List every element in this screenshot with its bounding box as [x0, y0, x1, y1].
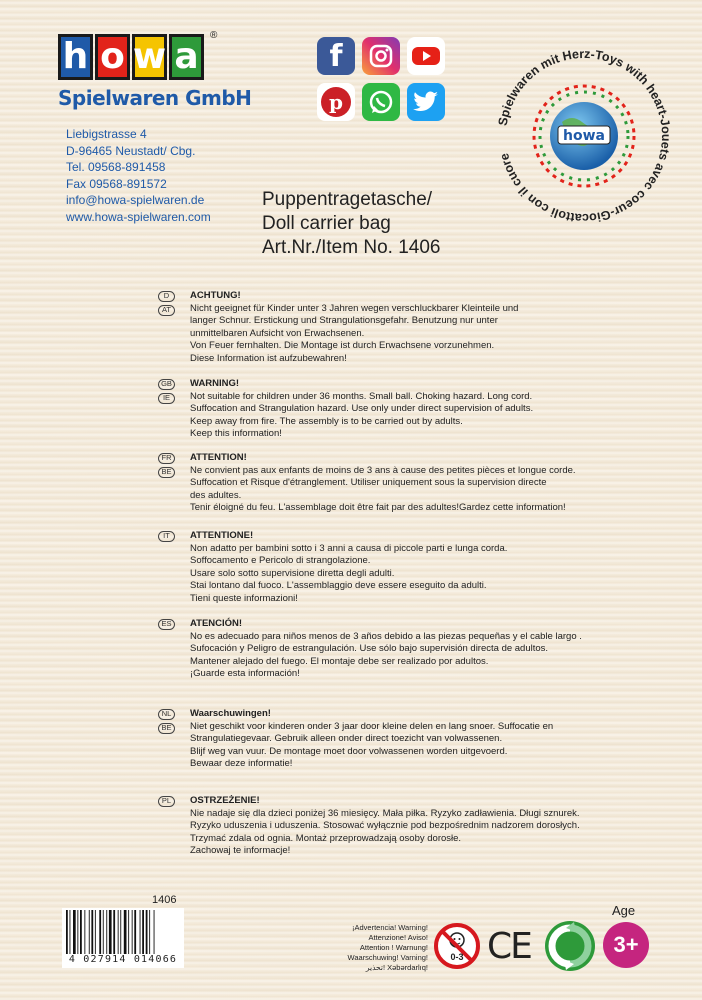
country-code-badge: BE: [158, 467, 175, 478]
warning-line: Usare solo sotto supervisione diretta degli adulti.: [190, 567, 395, 579]
warning-section: [158, 290, 598, 366]
warning-line: Tieni queste informazioni!: [190, 592, 298, 604]
barcode-digits: 4 027914 014066: [62, 954, 184, 965]
product-title: [262, 188, 440, 260]
not-for-under-3-icon: [433, 922, 481, 970]
warning-body: [190, 391, 598, 441]
warning-body: [190, 631, 598, 681]
warning-line: Diese Information ist aufzubewahren!: [190, 352, 347, 364]
address-fax: Fax 09568-891572: [66, 176, 167, 191]
logo-letter-h: h: [58, 34, 93, 80]
country-code-badge: BE: [158, 723, 175, 734]
warning-body: [190, 721, 598, 771]
warning-line: des adultes.: [190, 489, 242, 501]
country-code-badge: IE: [158, 393, 175, 404]
barcode-bars: [62, 908, 184, 954]
warning-section: [158, 618, 598, 681]
address-web[interactable]: www.howa-spielwaren.com: [66, 209, 211, 224]
warning-heading: ATTENTION!: [190, 452, 247, 463]
warn-label: Attenzione! Aviso!: [368, 933, 428, 942]
warning-line: Blijf weg van vuur. De montage moet door volwassenen worden uitgevoerd.: [190, 745, 508, 757]
warning-line: Stai lontano dal fuoco. L'assemblaggio deve essere eseguito da adulti.: [190, 580, 487, 592]
warn-label: Attention ! Warnung!: [359, 943, 428, 952]
warning-line: Tenir éloigné du feu. L'assemblage doit être fait par des adultes!Gardez cette information!: [190, 502, 566, 514]
warning-heading: ATTENTIONE!: [190, 530, 254, 541]
warning-line: Ryzyko uduszenia i uduszenia. Stosować wyłącznie pod bezpośrednim nadzorem dorosłych.: [190, 820, 580, 832]
title-item-number: Art.Nr./Item No. 1406: [262, 237, 441, 258]
instagram-icon[interactable]: [362, 37, 400, 75]
warning-line: Suffocation and Strangulation hazard. Use only under direct supervision of adults.: [190, 403, 534, 415]
warning-section: [158, 708, 598, 771]
warning-line: Non adatto per bambini sotto i 3 anni a causa di piccole parti e lunga corda.: [190, 542, 508, 554]
address-street: Liebigstrasse 4: [66, 127, 147, 141]
barcode: [62, 894, 184, 968]
warning-line: Nicht geeignet für Kinder unter 3 Jahren wegen verschluckbarer Kleinteile und: [190, 302, 519, 314]
warning-line: ¡Guarde esta información!: [190, 668, 300, 680]
warning-line: Bewaar deze informatie!: [190, 758, 293, 770]
youtube-icon[interactable]: [407, 37, 445, 75]
warning-line: No es adecuado para niños menos de 3 años debido a las piezas pequeñas y el cable largo .: [190, 630, 582, 642]
warning-heading: ACHTUNG!: [190, 290, 241, 301]
green-dot-recycling-icon: [544, 920, 596, 972]
warning-body: [190, 465, 598, 515]
ce-mark-icon: CE: [487, 926, 531, 967]
logo-letter-w: w: [132, 34, 167, 80]
warning-section: [158, 795, 598, 858]
country-code-badge: NL: [158, 709, 175, 720]
warning-line: Von Feuer fernhalten. Die Montage ist durch Erwachsene vorzunehmen.: [190, 340, 495, 352]
pinterest-icon[interactable]: [317, 83, 355, 121]
badge-center-logo: howa: [563, 128, 605, 144]
title-line-en: Doll carrier bag: [262, 213, 391, 234]
warning-line: unmittelbaren Aufsicht von Erwachsenen.: [190, 327, 365, 339]
warning-section: [158, 378, 598, 441]
company-name: Spielwaren GmbH: [58, 86, 252, 110]
whatsapp-icon[interactable]: [362, 83, 400, 121]
warning-line: Keep this information!: [190, 428, 282, 440]
logo-letter-o: o: [95, 34, 130, 80]
address-city: D-96465 Neustadt/ Cbg.: [66, 143, 196, 158]
svg-text:0-3: 0-3: [450, 952, 464, 962]
country-code-badge: AT: [158, 305, 175, 316]
warning-line: Zachowaj te informacje!: [190, 845, 291, 857]
warn-label: تحذير! Xəbərdarlıq!: [365, 963, 428, 972]
howa-logo: [58, 30, 252, 110]
svg-text:p: p: [329, 90, 343, 114]
warning-line: langer Schnur. Erstickung und Strangulationsgefahr. Benutzung nur unter: [190, 315, 498, 327]
warning-body: [190, 808, 598, 858]
warning-line: Nie nadaje się dla dzieci poniżej 36 miesięcy. Mała piłka. Ryzyko zadławienia. Długi sznurek.: [190, 807, 580, 819]
country-code-badge: IT: [158, 531, 175, 542]
warning-body: [190, 303, 598, 366]
warning-body: [190, 543, 598, 606]
age-label: Age: [612, 903, 636, 918]
address-email[interactable]: info@howa-spielwaren.de: [66, 193, 205, 207]
warning-section: [158, 530, 598, 606]
country-code-badge: ES: [158, 619, 175, 630]
title-line-de: Puppentragetasche/: [262, 189, 433, 210]
warning-line: Niet geschikt voor kinderen onder 3 jaar door kleine delen en lang snoer. Suffocatie en: [190, 720, 554, 732]
warning-line: Trzymać zdala od ognia. Montaż przeprowadzają osoby dorosłe.: [190, 832, 462, 844]
warning-line: Suffocation et Risque d'étranglement. Utiliser uniquement sous la supervision directe: [190, 477, 547, 489]
warning-heading: ATENCIÓN!: [190, 618, 243, 629]
logo-letter-a: a: [169, 34, 204, 80]
company-address: [66, 126, 211, 225]
warning-line: Not suitable for children under 36 months. Small ball. Choking hazard. Long cord.: [190, 390, 533, 402]
country-code-badge: GB: [158, 379, 175, 390]
country-code-badge: D: [158, 291, 175, 302]
warning-line: Ne convient pas aux enfants de moins de 3 ans à cause des petites pièces et longue corde.: [190, 464, 576, 476]
warning-line: Strangulatiegevaar. Gebruik alleen onder direct toezicht van volwassenen.: [190, 733, 503, 745]
registered-mark: ®: [210, 30, 218, 41]
warning-heading: Waarschuwingen!: [190, 708, 271, 719]
warn-label: ¡Advertencia! Warning!: [351, 923, 428, 932]
address-tel: Tel. 09568-891458: [66, 160, 166, 174]
warning-line: Mantener alejado del fuego. El montaje debe ser realizado por adultos.: [190, 655, 489, 667]
barcode-item-number: 1406: [152, 894, 177, 906]
facebook-icon[interactable]: f: [317, 37, 355, 75]
warning-heading: WARNING!: [190, 378, 240, 389]
warning-line: Keep away from fire. The assembly is to be carried out by adults.: [190, 415, 463, 427]
badge-ring-text: Spielwaren mit Herz-Toys with heart-Jouets avec coeur-Giocattoli con il cuore: [495, 46, 674, 226]
toys-with-heart-badge: [492, 44, 676, 228]
country-code-badge: PL: [158, 796, 175, 807]
country-code-badge: FR: [158, 453, 175, 464]
twitter-icon[interactable]: [407, 83, 445, 121]
multilingual-warning-labels: [328, 923, 428, 973]
warning-section: [158, 452, 598, 515]
age-3-plus-icon: 3+: [603, 922, 649, 968]
warn-label: Waarschuwing! Varning!: [347, 953, 428, 962]
warning-heading: OSTRZEŻENIE!: [190, 795, 260, 806]
warning-line: Sufocación y Peligro de estrangulación. Use sólo bajo supervisión directa de adultos.: [190, 643, 549, 655]
warning-line: Soffocamento e Pericolo di strangolazione.: [190, 555, 371, 567]
